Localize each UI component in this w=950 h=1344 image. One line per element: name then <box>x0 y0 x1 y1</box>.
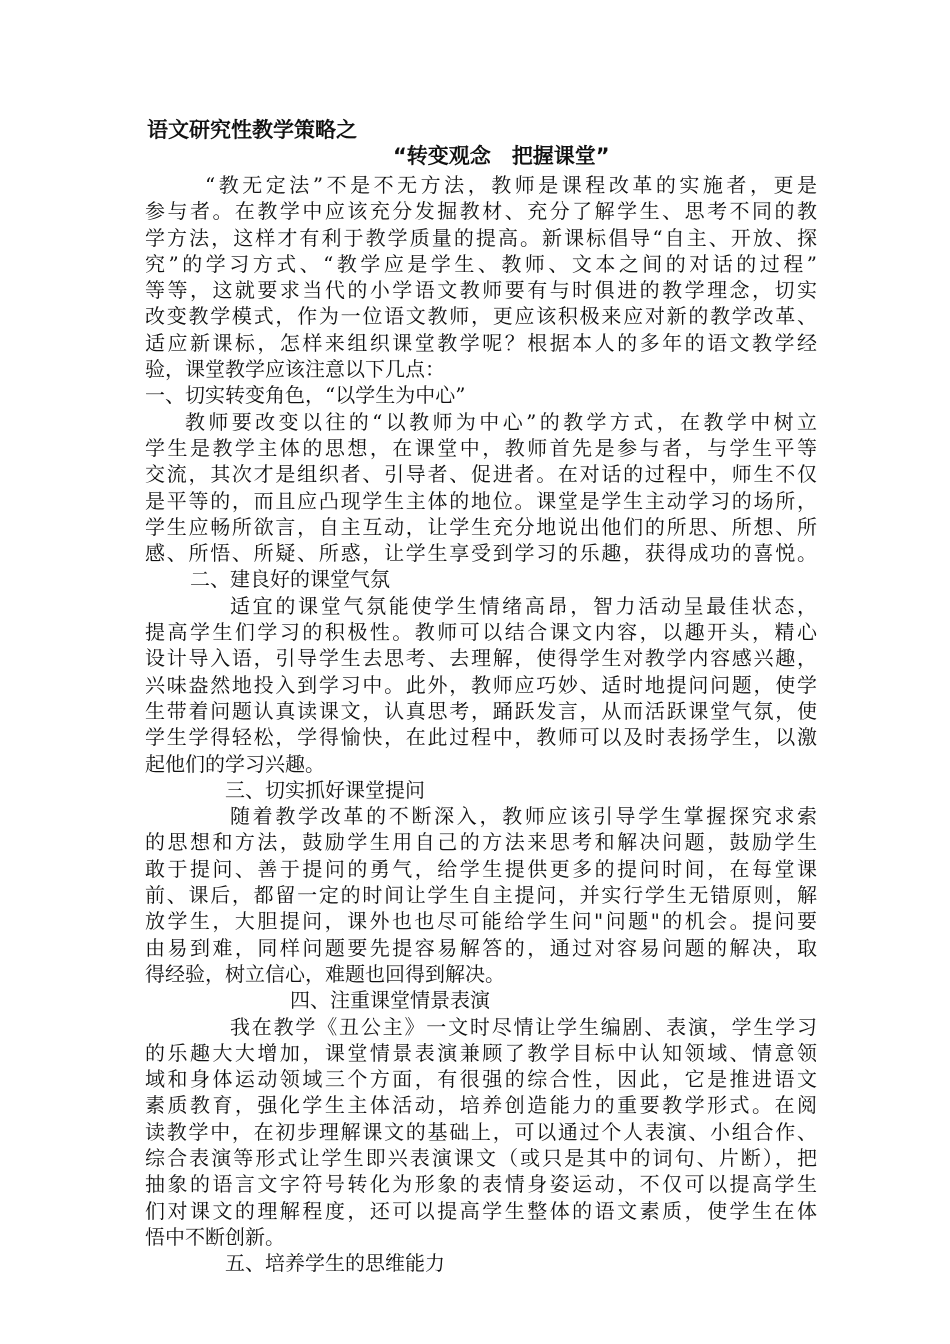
text-line: 的乐趣大大增加，课堂情景表演兼顾了教学目标中认知领域、情意领 <box>145 1040 817 1065</box>
text-line: 教师要改变以往的“以教师为中心”的教学方式，在教学中树立 <box>185 409 817 434</box>
text-line: 改变教学模式，作为一位语文教师，更应该积极来应对新的教学改革、 <box>145 304 817 329</box>
text-line: 们对课文的理解程度，还可以提高学生整体的语文素质，使学生在体 <box>145 1198 817 1223</box>
text-line: 放学生，大胆提问，课外也也尽可能给学生问"问题"的机会。提问要 <box>145 909 817 934</box>
text-line: 学生学得轻松，学得愉快，在此过程中，教师可以及时表扬学生，以激 <box>145 725 817 750</box>
text-line: 得经验，树立信心，难题也回得到解决。 <box>145 961 505 986</box>
text-line: 提高学生们学习的积极性。教师可以结合课文内容，以趣开头，精心 <box>145 620 817 645</box>
text-line: 由易到难，同样问题要先提容易解答的，通过对容易问题的解决，取 <box>145 935 817 960</box>
text-line: 学方法，这样才有利于教学质量的提高。新课标倡导“自主、开放、探 <box>145 225 817 250</box>
text-line: 三、切实抓好课堂提问 <box>225 777 425 802</box>
text-line: 学生应畅所欲言，自主互动，让学生充分地说出他们的所思、所想、所 <box>145 514 817 539</box>
text-line: 适应新课标，怎样来组织课堂教学呢？根据本人的多年的语文教学经 <box>145 330 817 355</box>
text-line: 感、所悟、所疑、所惑，让学生享受到学习的乐趣，获得成功的喜悦。 <box>145 541 817 566</box>
text-line: 是平等的，而且应凸现学生主体的地位。课堂是学生主动学习的场所， <box>145 488 817 513</box>
document-title-line2: “转变观念 把握课堂” <box>393 144 610 168</box>
text-line: 随着教学改革的不断深入，教师应该引导学生掌握探究求索 <box>230 804 817 829</box>
text-line: 的思想和方法，鼓励学生用自己的方法来思考和解决问题，鼓励学生 <box>145 830 817 855</box>
text-line: 参与者。在教学中应该充分发掘教材、充分了解学生、思考不同的教 <box>145 199 817 224</box>
text-line: 一、切实转变角色，“以学生为中心” <box>145 383 466 408</box>
text-line: 验，课堂教学应该注意以下几点： <box>145 357 445 382</box>
text-line: 兴味盎然地投入到学习中。此外，教师应巧妙、适时地提问问题，使学 <box>145 672 817 697</box>
text-line: 等等，这就要求当代的小学语文教师要有与时俱进的教学理念，切实 <box>145 278 817 303</box>
text-line: 究”的学习方式、“教学应是学生、教师、文本之间的对话的过程” <box>145 251 817 276</box>
text-line: 起他们的学习兴趣。 <box>145 751 325 776</box>
text-line: “教无定法”不是不无方法，教师是课程改革的实施者，更是 <box>205 173 817 197</box>
text-line: 四、注重课堂情景表演 <box>290 988 490 1013</box>
text-line: 适宜的课堂气氛能使学生情绪高昂，智力活动呈最佳状态， <box>230 593 817 618</box>
text-line: 读教学中，在初步理解课文的基础上，可以通过个人表演、小组合作、 <box>145 1119 817 1144</box>
text-line: 综合表演等形式让学生即兴表演课文（或只是其中的词句、片断），把 <box>145 1145 817 1170</box>
text-line: 二、建良好的课堂气氛 <box>190 567 390 592</box>
text-line: 五、培养学生的思维能力 <box>225 1251 445 1276</box>
text-line: 域和身体运动领域三个方面，有很强的综合性，因此，它是推进语文 <box>145 1067 817 1092</box>
text-line: 交流，其次才是组织者、引导者、促进者。在对话的过程中，师生不仅 <box>145 462 817 487</box>
text-line: 敢于提问、善于提问的勇气，给学生提供更多的提问时间，在每堂课 <box>145 856 817 881</box>
text-line: 前、课后，都留一定的时间让学生自主提问，并实行学生无错原则，解 <box>145 883 817 908</box>
text-line: 学生是教学主体的思想，在课堂中，教师首先是参与者，与学生平等 <box>145 435 817 460</box>
text-line: 素质教育，强化学生主体活动，培养创造能力的重要教学形式。在阅 <box>145 1093 817 1118</box>
text-line: 生带着问题认真读课文，认真思考，踊跃发言，从而活跃课堂气氛，使 <box>145 698 817 723</box>
text-line: 我在教学《丑公主》一文时尽情让学生编剧、表演，学生学习 <box>230 1014 817 1039</box>
text-line: 抽象的语言文字符号转化为形象的表情身姿运动，不仅可以提高学生 <box>145 1172 817 1197</box>
text-line: 设计导入语，引导学生去思考、去理解，使得学生对教学内容感兴趣， <box>145 646 817 671</box>
text-line: 悟中不断创新。 <box>145 1224 285 1249</box>
document-body <box>145 172 817 1276</box>
document-title-line1: 语文研究性教学策略之 <box>147 118 357 142</box>
